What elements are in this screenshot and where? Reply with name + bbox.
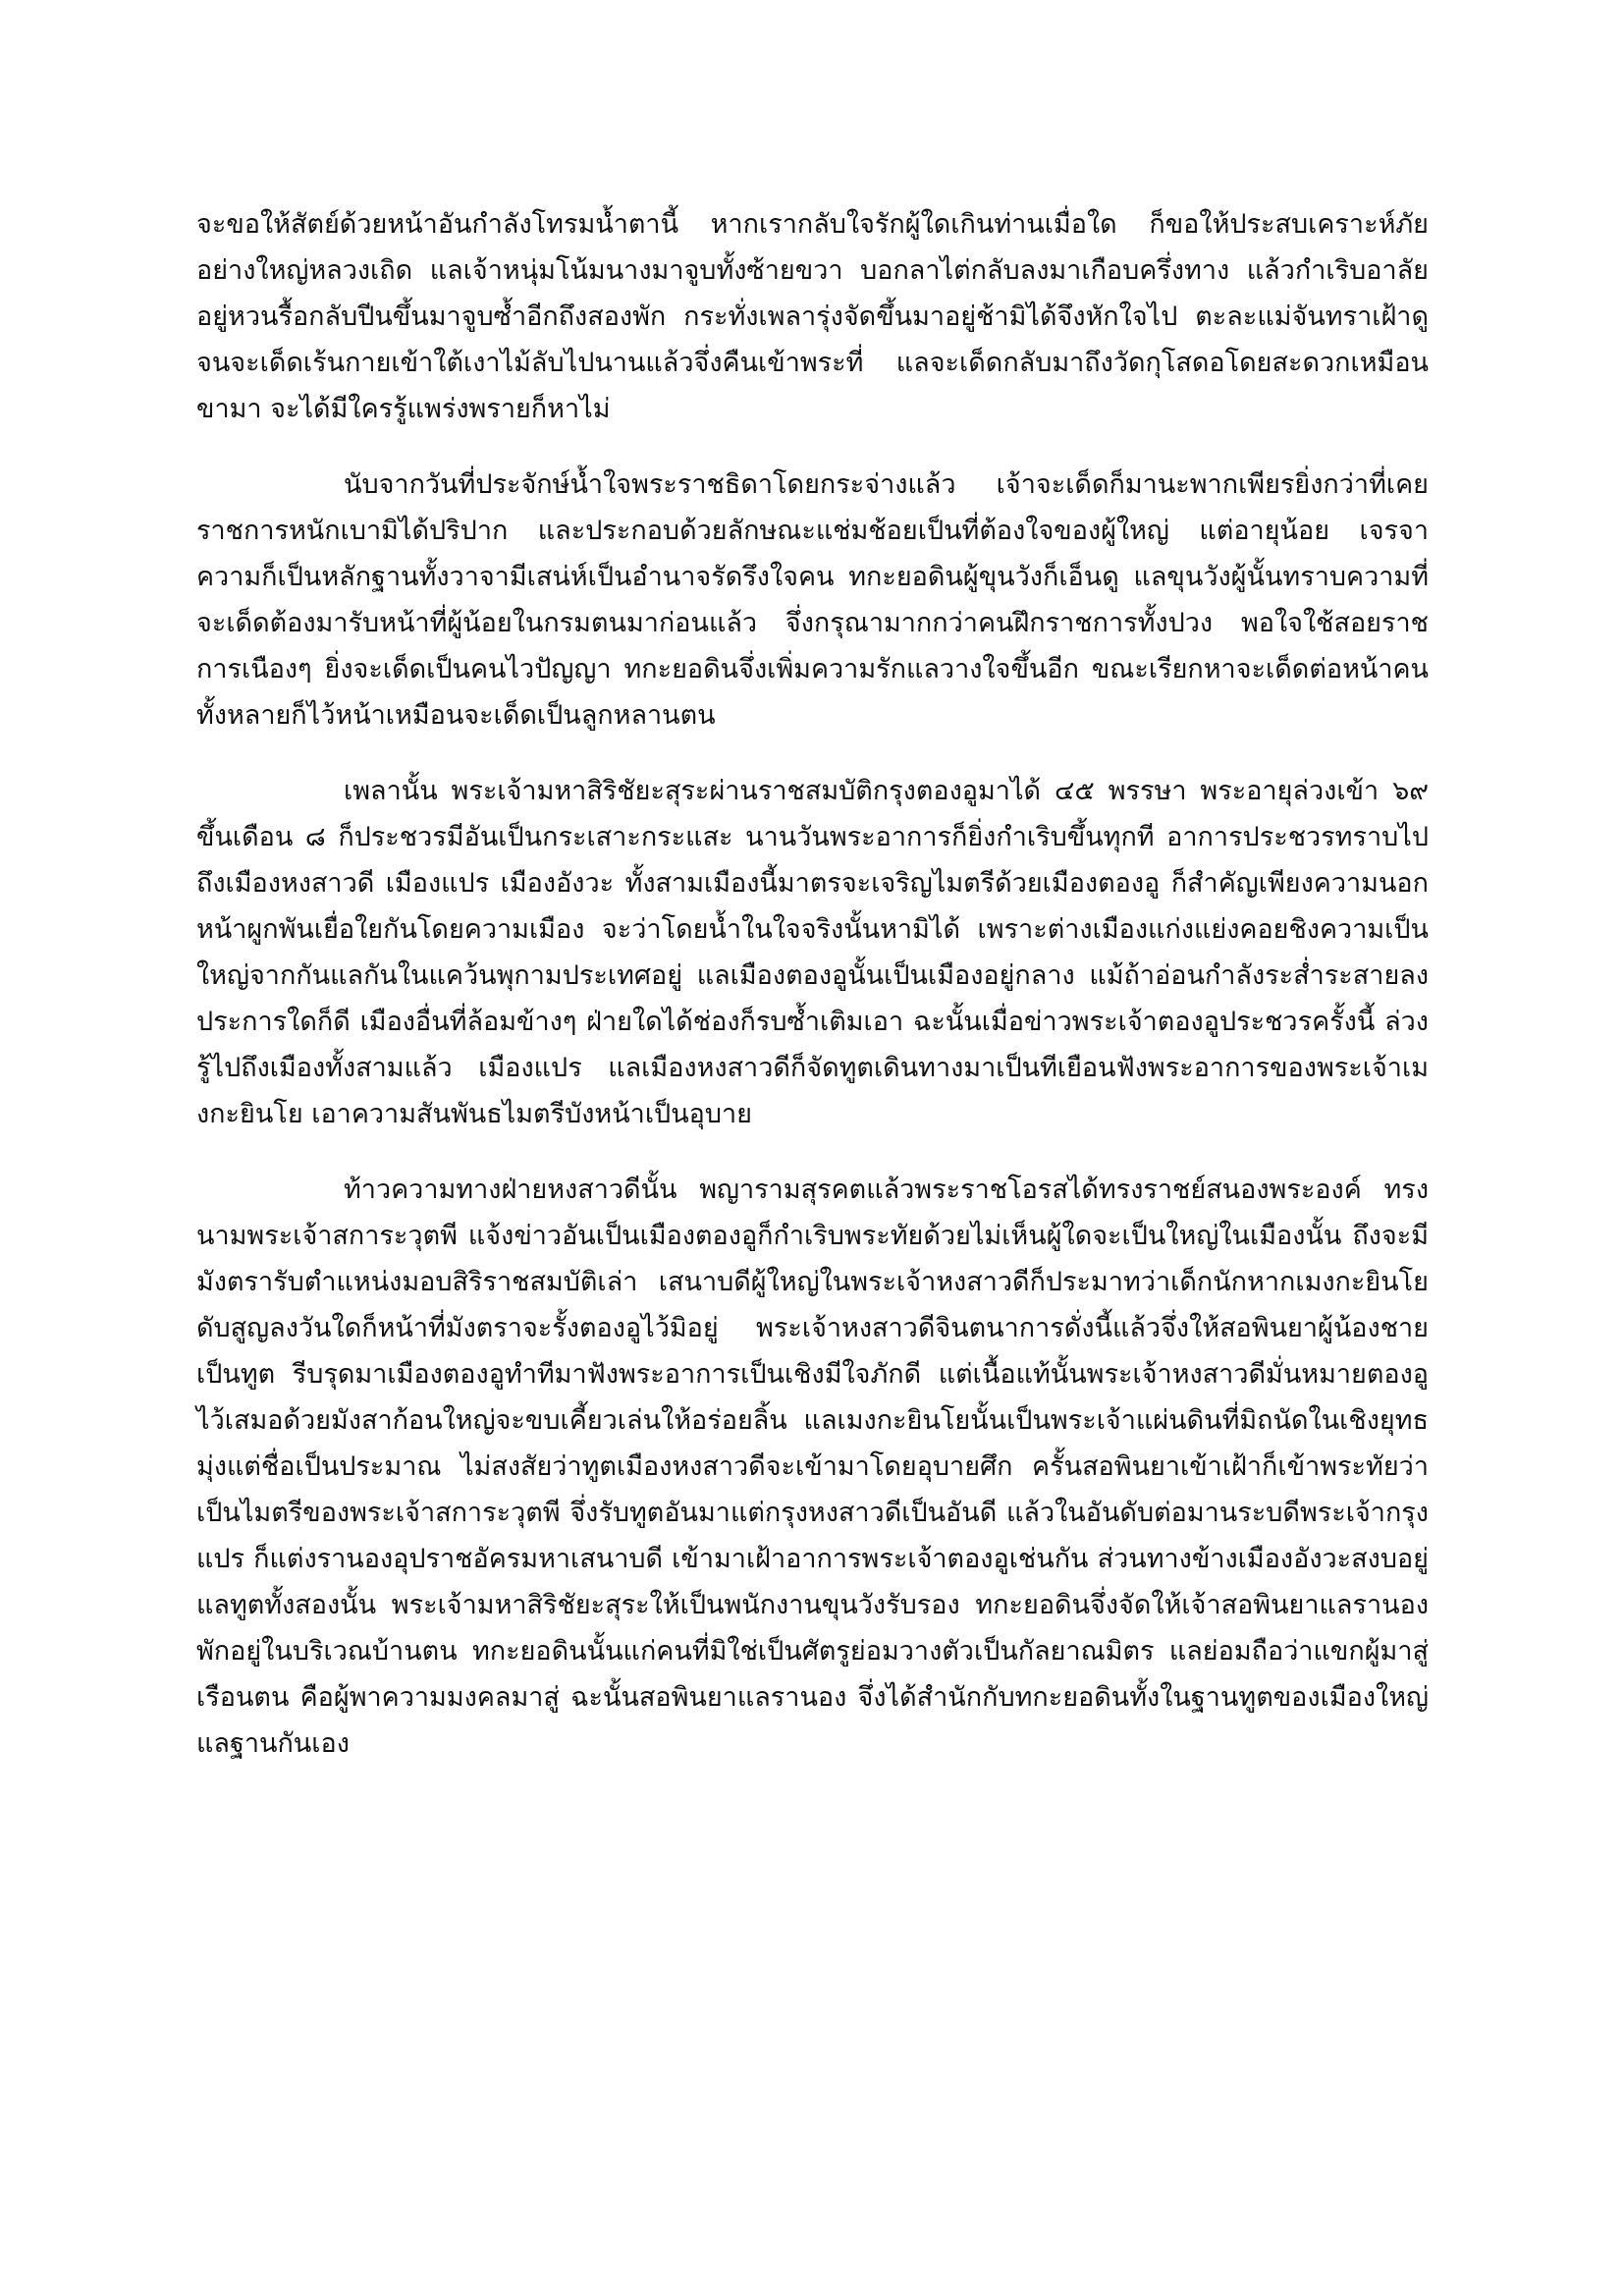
paragraph-4: ท้าวความทางฝ่ายหงสาวดีนั้น พญารามสุรคตแล้วพระราชโอรสได้ทรงราชย์สนองพระองค์ ทรงนามพระเจ้าสการะวุตพี แจ้งข่าวอันเป็นเมืองตองอูก็กำเริบพระทัยด้วยไม่เห็นผู้ใดจะเป็นใหญ่ในเมืองนั้น ถึงจะมีมังตรารับตำแหน่งมอบสิริราชสมบัติเล่า เสนาบดีผู้ใหญ่ในพระเจ้าหงสาวดีก็ประมาทว่าเด็กนักหากเมงกะยินโยดับสูญลงวันใดก็หน้าที่มังตราจะรั้งตองอูไว้มิอยู่ พระเจ้าหงสาวดีจินตนาการดั่งนี้แล้วจึ่งให้สอพินยาผู้น้องชายเป็นทูต รีบรุดมาเมืองตองอูทำทีมาฟังพระอาการเป็นเชิงมีใจภักดี แต่เนื้อแท้นั้นพระเจ้าหงสาวดีมั่นหมายตองอูไว้เสมอด้วยมังสาก้อนใหญ่จะขบเคี้ยวเล่นให้อร่อยลิ้น แลเมงกะยินโยนั้นเป็นพระเจ้าแผ่นดินที่มิถนัดในเชิงยุทธ มุ่งแต่ชื่อเป็นประมาณ ไม่สงสัยว่าทูตเมืองหงสาวดีจะเข้ามาโดยอุบายศึก ครั้นสอพินยาเข้าเฝ้าก็เข้าพระทัยว่าเป็นไมตรีของพระเจ้าสการะวุตพี จึ่งรับทูตอันมาแต่กรุงหงสาวดีเป็นอันดี แล้วในอันดับต่อมานระบดีพระเจ้ากรุงแปร ก็แต่งรานองอุปราชอัครมหาเสนาบดี เข้ามาเฝ้าอาการพระเจ้าตองอูเช่นกัน ส่วนทางข้างเมืองอังวะสงบอยู่ แลทูตทั้งสองนั้น พระเจ้ามหาสิริชัยะสุระให้เป็นพนักงานขุนวังรับรอง ทกะยอดินจึ่งจัดให้เจ้าสอพินยาแลรานองพักอยู่ในบริเวณบ้านตน ทกะยอดินนั้นแก่คนที่มิใช่เป็นศัตรูย่อมวางตัวเป็นกัลยาณมิตร แลย่อมถือว่าแขกผู้มาสู่เรือนตน คือผู้พาความมงคลมาสู่ ฉะนั้นสอพินยาแลรานอง จึ่งได้สำนักกับทกะยอดินทั้งในฐานทูตของเมืองใหญ่แลฐานกันเอง [196,1175,1429,1759]
body-text [196,201,1429,1796]
paragraph-1: จะขอให้สัตย์ด้วยหน้าอันกำลังโทรมน้ำตานี้ หากเรากลับใจรักผู้ใดเกินท่านเมื่อใด ก็ขอให้ประสบเคราะห์ภัยอย่างใหญ่หลวงเถิด แลเจ้าหนุ่มโน้มนางมาจูบทั้งซ้ายขวา บอกลาไต่กลับลงมาเกือบครึ่งทาง แล้วกำเริบอาลัยอยู่หวนรื้อกลับปีนขึ้นมาจูบซ้ำอีกถึงสองพัก กระทั่งเพลารุ่งจัดขึ้นมาอยู่ช้ามิได้จึงหักใจไป ตะละแม่จันทราเฝ้าดูจนจะเด็ดเร้นกายเข้าใต้เงาไม้ลับไปนานแล้วจึ่งคืนเข้าพระที่ แลจะเด็ดกลับมาถึงวัดกุโสดอโดยสะดวกเหมือนขามา จะได้มีใครรู้แพร่งพรายก็หาไม่ [196,209,1429,424]
paragraph-3: เพลานั้น พระเจ้ามหาสิริชัยะสุระผ่านราชสมบัติกรุงตองอูมาได้ ๔๕ พรรษา พระอายุล่วงเข้า ๖๙ ขึ้นเดือน ๘ ก็ประชวรมีอันเป็นกระเสาะกระแสะ นานวันพระอาการก็ยิ่งกำเริบขึ้นทุกที อาการประชวรทราบไปถึงเมืองหงสาวดี เมืองแปร เมืองอังวะ ทั้งสามเมืองนี้มาตรจะเจริญไมตรีด้วยเมืองตองอู ก็สำคัญเพียงความนอกหน้าผูกพันเยื่อใยกันโดยความเมือง จะว่าโดยน้ำในใจจริงนั้นหามิได้ เพราะต่างเมืองแก่งแย่งคอยชิงความเป็นใหญ่จากกันแลกันในแคว้นพุกามประเทศอยู่ แลเมืองตองอูนั้นเป็นเมืองอยู่กลาง แม้ถ้าอ่อนกำลังระส่ำระสายลงประการใดก็ดี เมืองอื่นที่ล้อมข้างๆ ฝ่ายใดได้ช่องก็รบซ้ำเติมเอา ฉะนั้นเมื่อข่าวพระเจ้าตองอูประชวรครั้งนี้ ล่วงรู้ไปถึงเมืองทั้งสามแล้ว เมืองแปร แลเมืองหงสาวดีก็จัดทูตเดินทางมาเป็นทีเยือนฟังพระอาการของพระเจ้าเมงกะยินโย เอาความสันพันธไมตรีบังหน้าเป็นอุบาย [196,776,1429,1129]
paragraph-2: นับจากวันที่ประจักษ์น้ำใจพระราชธิดาโดยกระจ่างแล้ว เจ้าจะเด็ดก็มานะพากเพียรยิ่งกว่าที่เคย ราชการหนักเบามิได้ปริปาก และประกอบด้วยลักษณะแช่มช้อยเป็นที่ต้องใจของผู้ใหญ่ แต่อายุน้อย เจรจาความก็เป็นหลักฐานทั้งวาจามีเสน่ห์เป็นอำนาจรัดรึงใจคน ทกะยอดินผู้ขุนวังก็เอ็นดู แลขุนวังผู้นั้นทราบความที่จะเด็ดต้องมารับหน้าที่ผู้น้อยในกรมตนมาก่อนแล้ว จึ่งกรุณามากกว่าคนฝึกราชการทั้งปวง พอใจใช้สอยราชการเนืองๆ ยิ่งจะเด็ดเป็นคนไวปัญญา ทกะยอดินจึ่งเพิ่มความรักแลวางใจขึ้นอีก ขณะเรียกหาจะเด็ดต่อหน้าคนทั้งหลายก็ไว้หน้าเหมือนจะเด็ดเป็นลูกหลานตน [196,469,1429,731]
